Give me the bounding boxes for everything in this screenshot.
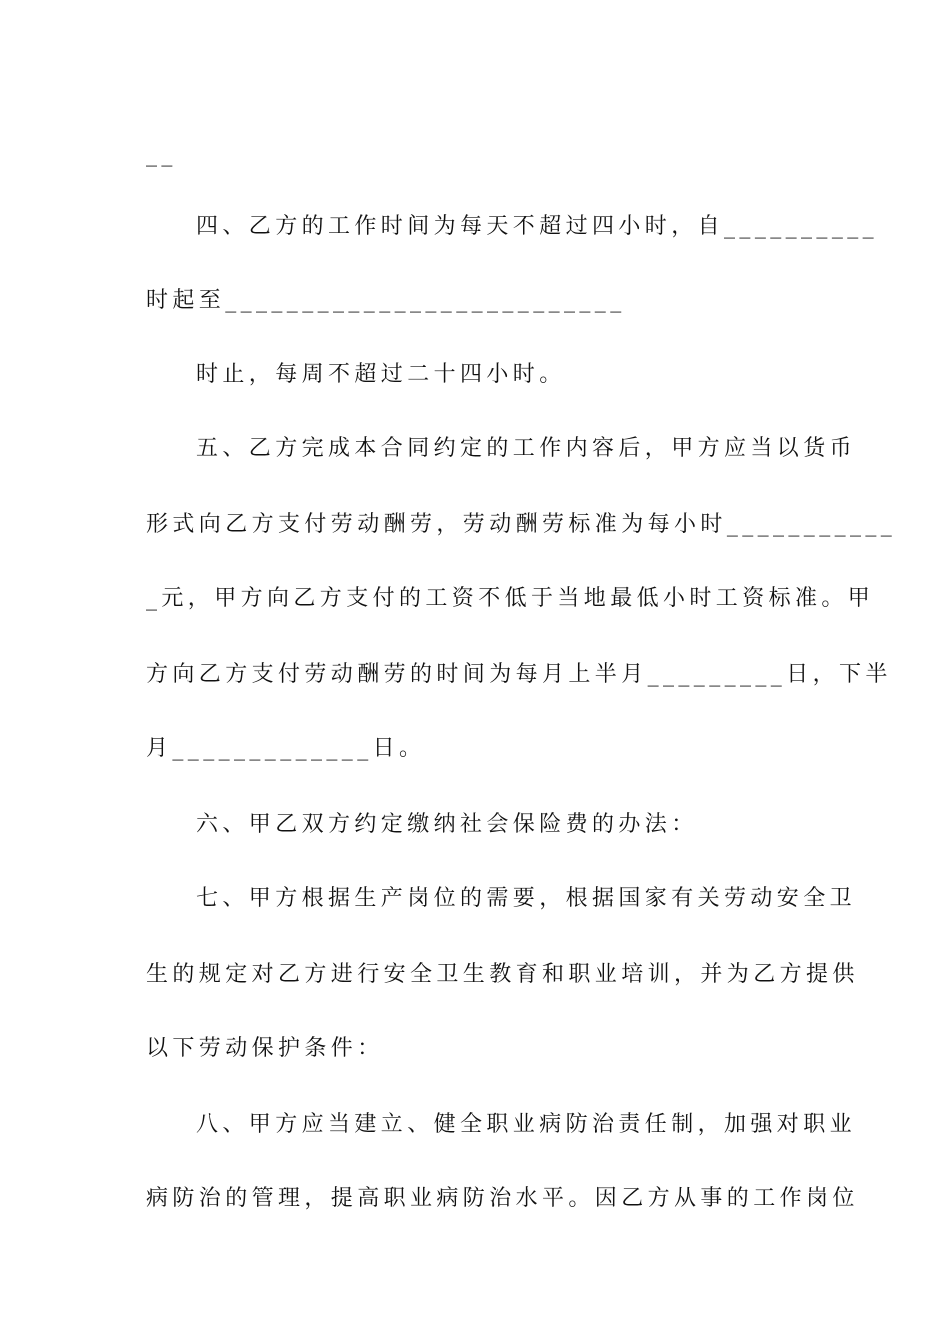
clause-8-text: 八、甲方应当建立、健全职业病防治责任制，加强对职业: [196, 1112, 857, 1137]
clause-8-line-2: [146, 1184, 859, 1214]
clause-5-text: _元，甲方向乙方支付的工资不低于当地最低小时工资标准。甲: [146, 586, 875, 611]
blank-line-top: [146, 140, 177, 170]
clause-7-line-3: [146, 1034, 384, 1064]
clause-8-line-1: [196, 1110, 856, 1140]
clause-7-text: 以下劳动保护条件：: [146, 1036, 384, 1061]
clause-5-text: 日。: [372, 736, 426, 761]
work-start-blank: __________: [724, 214, 879, 239]
clause-5-text: 日，下半: [786, 662, 892, 687]
clause-6-text: 六、甲乙双方约定缴纳社会保险费的办法：: [196, 812, 698, 837]
clause-7-line-1: [196, 884, 856, 914]
clause-5-line-1: [196, 434, 856, 464]
clause-5-text: 月: [146, 736, 173, 761]
clause-7-line-2: [146, 960, 859, 990]
clause-6-line-1: [196, 810, 698, 840]
blank-underline: __: [146, 142, 177, 167]
clause-5-text: 形式向乙方支付劳动酬劳，劳动酬劳标准为每小时: [146, 512, 727, 537]
work-end-blank: __________________________: [225, 288, 626, 313]
clause-5-line-4: [146, 660, 892, 690]
clause-4-line-3: [196, 360, 566, 390]
clause-4-line-1: [196, 212, 878, 242]
hourly-wage-blank: ___________: [726, 512, 897, 537]
clause-5-text: 方向乙方支付劳动酬劳的时间为每月上半月: [146, 662, 648, 687]
clause-4-text: 时起至: [146, 288, 226, 313]
clause-4-text: 时止，每周不超过二十四小时。: [196, 362, 566, 387]
clause-5-text: 五、乙方完成本合同约定的工作内容后，甲方应当以货币: [196, 436, 857, 461]
clause-7-text: 生的规定对乙方进行安全卫生教育和职业培训，并为乙方提供: [146, 962, 859, 987]
second-half-pay-day-blank: _____________: [172, 736, 373, 761]
first-half-pay-day-blank: _________: [647, 662, 787, 687]
clause-5-line-2: [146, 510, 896, 540]
clause-5-line-5: [146, 734, 425, 764]
clause-5-line-3: [146, 584, 874, 614]
clause-8-text: 病防治的管理，提高职业病防治水平。因乙方从事的工作岗位: [146, 1186, 859, 1211]
clause-4-text: 四、乙方的工作时间为每天不超过四小时，自: [196, 214, 725, 239]
clause-4-line-2: [146, 286, 626, 316]
clause-7-text: 七、甲方根据生产岗位的需要，根据国家有关劳动安全卫: [196, 886, 857, 911]
